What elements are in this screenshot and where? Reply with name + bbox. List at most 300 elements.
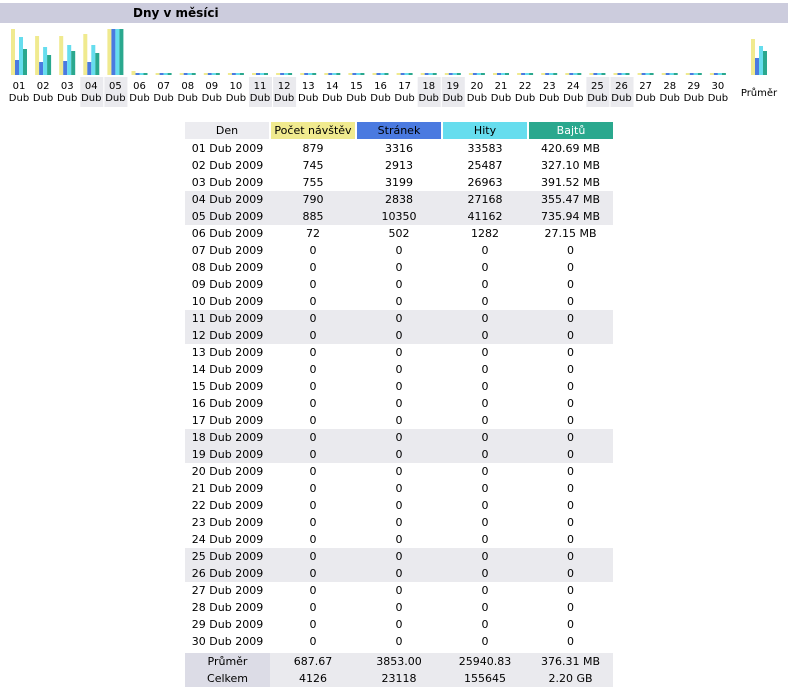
bar-bytes-day-02 <box>47 55 51 75</box>
day-sublabel: Dub <box>563 93 584 104</box>
day-label: 20 <box>470 81 484 92</box>
bar-bytes-day-29 <box>698 73 702 75</box>
bar-pages-day-30 <box>714 73 718 75</box>
bar-average-hits <box>759 46 763 75</box>
cell-pages: 2838 <box>356 191 442 208</box>
table-row <box>185 548 613 565</box>
cell-day: 08 Dub 2009 <box>191 261 264 274</box>
cell-hits: 0 <box>481 414 489 427</box>
bar-pages-day-21 <box>497 73 501 75</box>
bar-bytes-day-06 <box>144 73 148 75</box>
day-label: 08 <box>181 81 195 92</box>
cell-hits: 0 <box>442 327 528 344</box>
cell-bytes: 0 <box>567 397 574 410</box>
bar-pages-day-01 <box>15 60 19 75</box>
average-row-visits: 687.67 <box>270 653 356 670</box>
table-row <box>185 446 613 463</box>
cell-pages: 0 <box>395 278 403 291</box>
bar-hits-day-07 <box>164 73 168 75</box>
cell-day: 09 Dub 2009 <box>191 278 264 291</box>
bar-hits-day-24 <box>573 73 577 75</box>
cell-day: 25 Dub 2009 <box>185 548 270 565</box>
cell-bytes: 0 <box>567 499 574 512</box>
table-row <box>185 225 613 242</box>
cell-bytes: 0 <box>528 565 613 582</box>
bar-bytes-day-04 <box>95 53 99 75</box>
bar-pages-day-10 <box>232 73 236 75</box>
bar-visits-day-24 <box>565 73 569 75</box>
bar-hits-day-30 <box>718 73 722 75</box>
day-label: 14 <box>325 81 339 92</box>
cell-hits: 0 <box>442 429 528 446</box>
average-row-bytes: 376.31 MB <box>528 653 613 670</box>
cell-pages: 10350 <box>356 208 442 225</box>
cell-hits: 0 <box>481 618 489 631</box>
bar-hits-day-08 <box>188 73 192 75</box>
bar-pages-day-14 <box>328 73 332 75</box>
day-sublabel: Dub <box>418 93 439 104</box>
day-sublabel: Dub <box>105 93 126 104</box>
cell-bytes: 0 <box>567 635 574 648</box>
bar-bytes-day-27 <box>650 73 654 75</box>
bar-hits-day-13 <box>308 73 312 75</box>
day-label: 05 <box>109 81 122 92</box>
cell-pages: 0 <box>395 295 403 308</box>
section-title: Dny v měsíci <box>133 6 219 20</box>
bar-visits-day-21 <box>493 73 497 75</box>
table-row <box>185 480 613 497</box>
bar-pages-day-28 <box>666 73 670 75</box>
bar-hits-day-17 <box>405 73 409 75</box>
bar-pages-day-19 <box>449 73 453 75</box>
cell-bytes: 0 <box>528 310 613 327</box>
bar-visits-day-19 <box>445 73 449 75</box>
day-label: 28 <box>663 81 677 92</box>
bar-pages-day-25 <box>593 73 597 75</box>
cell-visits: 0 <box>309 499 317 512</box>
day-label: 03 <box>60 81 74 92</box>
cell-hits: 0 <box>481 482 489 495</box>
table-row <box>185 157 613 174</box>
bar-bytes-day-10 <box>240 73 244 75</box>
cell-day: 19 Dub 2009 <box>185 446 270 463</box>
cell-pages: 0 <box>395 363 403 376</box>
bar-pages-day-24 <box>569 73 573 75</box>
bar-bytes-day-26 <box>626 73 630 75</box>
cell-visits: 0 <box>309 618 317 631</box>
cell-hits: 0 <box>481 397 489 410</box>
cell-hits: 26963 <box>467 176 503 189</box>
bar-bytes-day-05 <box>119 29 123 75</box>
cell-bytes: 0 <box>567 380 574 393</box>
cell-day: 27 Dub 2009 <box>191 584 264 597</box>
bar-bytes-day-28 <box>674 73 678 75</box>
table-row <box>185 259 613 276</box>
day-label: 22 <box>518 81 532 92</box>
bar-visits-day-17 <box>397 73 401 75</box>
cell-visits: 0 <box>309 346 317 359</box>
header-pages: Stránek <box>356 122 442 140</box>
day-label: 12 <box>277 81 291 92</box>
day-sublabel: Dub <box>539 93 560 104</box>
bar-pages-day-05 <box>111 29 115 75</box>
bar-visits-day-26 <box>614 73 618 75</box>
day-sublabel: Dub <box>514 93 536 104</box>
bar-visits-day-09 <box>204 73 208 75</box>
cell-bytes: 327.10 MB <box>540 159 601 172</box>
cell-pages: 0 <box>395 414 403 427</box>
cell-pages: 3316 <box>385 142 413 155</box>
bar-bytes-day-17 <box>409 73 413 75</box>
cell-bytes: 0 <box>567 533 574 546</box>
cell-bytes: 0 <box>567 346 574 359</box>
bar-pages-day-29 <box>690 73 694 75</box>
bar-pages-day-23 <box>545 73 549 75</box>
table-row <box>185 344 613 361</box>
cell-hits: 0 <box>442 565 528 582</box>
table-row <box>185 565 613 582</box>
bar-hits-day-01 <box>19 37 23 75</box>
table-row <box>185 276 613 293</box>
bar-pages-day-20 <box>473 73 477 75</box>
cell-bytes: 27.15 MB <box>544 227 597 240</box>
day-sublabel: Dub <box>442 93 463 104</box>
cell-visits: 0 <box>309 482 317 495</box>
cell-hits: 0 <box>481 261 489 274</box>
cell-hits: 0 <box>481 363 489 376</box>
day-sublabel: Dub <box>129 93 150 104</box>
cell-visits: 0 <box>270 548 356 565</box>
bar-bytes-day-13 <box>312 73 316 75</box>
table-row <box>185 191 613 208</box>
cell-hits: 0 <box>481 516 489 529</box>
day-label: 10 <box>229 81 243 92</box>
cell-pages: 0 <box>356 565 442 582</box>
cell-hits: 0 <box>442 310 528 327</box>
day-sublabel: Dub <box>225 93 247 104</box>
table-row <box>185 395 613 412</box>
header-bytes: Bajtů <box>528 122 613 140</box>
bar-bytes-day-19 <box>457 73 461 75</box>
bar-bytes-day-21 <box>505 73 509 75</box>
bar-pages-day-13 <box>304 73 308 75</box>
day-label: 09 <box>205 81 219 92</box>
bar-hits-day-29 <box>694 73 698 75</box>
cell-bytes: 391.52 MB <box>540 176 601 189</box>
day-sublabel: Dub <box>57 93 78 104</box>
bar-hits-day-02 <box>43 47 47 75</box>
cell-visits: 0 <box>309 397 317 410</box>
bar-visits-day-07 <box>156 73 160 75</box>
bar-pages-day-15 <box>352 73 356 75</box>
bar-hits-day-05 <box>115 29 119 75</box>
cell-day: 01 Dub 2009 <box>191 142 264 155</box>
bar-hits-day-23 <box>549 73 553 75</box>
bar-pages-day-18 <box>425 73 429 75</box>
day-sublabel: Dub <box>81 93 102 104</box>
cell-hits: 0 <box>481 584 489 597</box>
cell-pages: 0 <box>395 482 403 495</box>
header-hits: Hity <box>442 122 528 140</box>
bar-bytes-day-07 <box>168 73 172 75</box>
cell-hits: 0 <box>481 499 489 512</box>
cell-hits: 0 <box>481 380 489 393</box>
bar-hits-day-09 <box>212 73 216 75</box>
bar-hits-day-20 <box>477 73 481 75</box>
cell-visits: 0 <box>309 584 317 597</box>
day-label: 02 <box>36 81 50 92</box>
cell-day: 29 Dub 2009 <box>191 618 264 631</box>
average-row-pages: 3853.00 <box>356 653 442 670</box>
cell-visits: 0 <box>309 635 317 648</box>
day-sublabel: Dub <box>683 93 704 104</box>
table-row <box>185 429 613 446</box>
day-label: 23 <box>542 81 556 92</box>
cell-day: 07 Dub 2009 <box>191 244 264 257</box>
bar-hits-day-19 <box>453 73 457 75</box>
day-label: 24 <box>566 81 580 92</box>
day-sublabel: Dub <box>394 93 415 104</box>
cell-day: 20 Dub 2009 <box>191 465 264 478</box>
cell-bytes: 0 <box>567 363 574 376</box>
bar-hits-day-18 <box>429 73 433 75</box>
bar-bytes-day-23 <box>553 73 557 75</box>
bar-hits-day-28 <box>670 73 674 75</box>
bar-pages-day-12 <box>280 73 284 75</box>
bar-bytes-day-08 <box>192 73 196 75</box>
bar-bytes-day-03 <box>71 51 75 75</box>
cell-visits: 0 <box>309 533 317 546</box>
day-sublabel: Dub <box>490 93 512 104</box>
cell-bytes: 0 <box>528 429 613 446</box>
cell-hits: 1282 <box>471 227 499 240</box>
total-row <box>185 670 613 687</box>
table-row <box>185 140 613 158</box>
day-sublabel: Dub <box>370 93 391 104</box>
bar-visits-day-20 <box>469 73 473 75</box>
cell-bytes: 0 <box>528 327 613 344</box>
bar-visits-day-25 <box>589 73 593 75</box>
cell-visits: 0 <box>309 465 317 478</box>
cell-day: 18 Dub 2009 <box>185 429 270 446</box>
bar-hits-day-10 <box>236 73 240 75</box>
bar-visits-day-03 <box>59 36 63 75</box>
table-row <box>185 293 613 310</box>
day-label: 04 <box>84 81 98 92</box>
cell-bytes: 0 <box>567 261 574 274</box>
cell-visits: 0 <box>270 565 356 582</box>
bar-pages-day-16 <box>377 73 381 75</box>
day-sublabel: Dub <box>466 93 488 104</box>
cell-pages: 502 <box>388 227 410 240</box>
day-label: 17 <box>398 81 411 92</box>
bar-pages-day-27 <box>642 73 646 75</box>
table-row <box>185 616 613 633</box>
day-label: 01 <box>12 81 26 92</box>
bar-bytes-day-18 <box>433 73 437 75</box>
average-row <box>185 653 613 670</box>
bar-pages-day-09 <box>208 73 212 75</box>
cell-day: 24 Dub 2009 <box>191 533 264 546</box>
cell-bytes: 0 <box>567 244 574 257</box>
day-sublabel: Dub <box>298 93 319 104</box>
cell-hits: 0 <box>481 278 489 291</box>
bar-hits-day-03 <box>67 45 71 75</box>
bar-average-visits <box>751 39 755 75</box>
bar-bytes-day-11 <box>264 73 268 75</box>
table-row <box>185 599 613 616</box>
cell-pages: 0 <box>395 516 403 529</box>
bar-bytes-day-15 <box>360 73 364 75</box>
cell-pages: 0 <box>395 584 403 597</box>
total-row-pages: 23118 <box>356 670 442 687</box>
bar-bytes-day-24 <box>577 73 581 75</box>
cell-hits: 0 <box>481 346 489 359</box>
table-row <box>185 633 613 650</box>
bar-hits-day-04 <box>91 45 95 75</box>
cell-pages: 0 <box>395 465 403 478</box>
bar-hits-day-27 <box>646 73 650 75</box>
cell-visits: 0 <box>270 446 356 463</box>
bar-bytes-day-22 <box>529 73 533 75</box>
day-label: 15 <box>350 81 363 92</box>
bar-visits-day-04 <box>83 34 87 75</box>
table-row <box>185 582 613 599</box>
bar-visits-day-01 <box>11 29 15 75</box>
bar-visits-day-14 <box>324 73 328 75</box>
cell-pages: 0 <box>395 618 403 631</box>
cell-day: 16 Dub 2009 <box>191 397 264 410</box>
day-label: 25 <box>591 81 604 92</box>
bar-pages-day-04 <box>87 62 91 75</box>
bar-pages-day-26 <box>618 73 622 75</box>
cell-hits: 0 <box>442 548 528 565</box>
cell-day: 22 Dub 2009 <box>191 499 264 512</box>
bar-average-pages <box>755 58 759 75</box>
cell-pages: 0 <box>395 601 403 614</box>
day-label: 26 <box>615 81 628 92</box>
cell-hits: 27168 <box>442 191 528 208</box>
table-row <box>185 531 613 548</box>
cell-visits: 0 <box>309 516 317 529</box>
bar-visits-day-10 <box>228 73 232 75</box>
cell-pages: 0 <box>356 446 442 463</box>
bar-bytes-day-16 <box>385 73 389 75</box>
bar-pages-day-03 <box>63 61 67 75</box>
header-visits: Počet návštěv <box>270 122 356 140</box>
cell-pages: 0 <box>356 429 442 446</box>
bar-pages-day-06 <box>136 73 140 75</box>
bar-visits-day-18 <box>421 73 425 75</box>
cell-day: 23 Dub 2009 <box>191 516 264 529</box>
bar-hits-day-25 <box>597 73 601 75</box>
cell-hits: 25487 <box>467 159 503 172</box>
bar-bytes-day-20 <box>481 73 485 75</box>
cell-bytes: 0 <box>528 446 613 463</box>
bar-pages-day-22 <box>521 73 525 75</box>
bar-visits-day-29 <box>686 73 690 75</box>
cell-hits: 0 <box>481 533 489 546</box>
cell-day: 11 Dub 2009 <box>185 310 270 327</box>
bar-hits-day-26 <box>622 73 626 75</box>
bar-bytes-day-01 <box>23 49 27 75</box>
day-sublabel: Dub <box>249 93 271 104</box>
cell-bytes: 0 <box>567 414 574 427</box>
day-label: 27 <box>639 81 652 92</box>
table-row <box>185 242 613 259</box>
table-row <box>185 514 613 531</box>
cell-visits: 790 <box>270 191 356 208</box>
table-row <box>185 310 613 327</box>
cell-day: 05 Dub 2009 <box>185 208 270 225</box>
day-sublabel: Dub <box>587 93 608 104</box>
bar-hits-day-22 <box>525 73 529 75</box>
cell-visits: 0 <box>309 363 317 376</box>
cell-hits: 0 <box>481 244 489 257</box>
bar-visits-day-02 <box>35 36 39 75</box>
bar-bytes-day-12 <box>288 73 292 75</box>
cell-day: 10 Dub 2009 <box>191 295 264 308</box>
day-sublabel: Dub <box>322 93 343 104</box>
cell-day: 12 Dub 2009 <box>185 327 270 344</box>
average-row-label: Průměr <box>185 653 270 670</box>
cell-hits: 33583 <box>467 142 503 155</box>
bar-visits-day-28 <box>662 73 666 75</box>
cell-bytes: 0 <box>567 482 574 495</box>
day-label: 07 <box>157 81 170 92</box>
bar-pages-day-02 <box>39 62 43 75</box>
day-label: 30 <box>711 81 725 92</box>
cell-visits: 745 <box>302 159 324 172</box>
cell-bytes: 0 <box>567 618 574 631</box>
bar-bytes-day-09 <box>216 73 220 75</box>
daily-stats-table <box>185 122 613 687</box>
cell-pages: 3199 <box>385 176 413 189</box>
table-row <box>185 378 613 395</box>
cell-day: 17 Dub 2009 <box>191 414 264 427</box>
bar-hits-day-16 <box>381 73 385 75</box>
bar-visits-day-27 <box>638 73 642 75</box>
table-row <box>185 412 613 429</box>
day-label: 06 <box>133 81 146 92</box>
bar-visits-day-08 <box>180 73 184 75</box>
cell-visits: 885 <box>270 208 356 225</box>
day-label: 19 <box>446 81 460 92</box>
cell-pages: 2913 <box>385 159 413 172</box>
bar-visits-day-30 <box>710 73 714 75</box>
table-row <box>185 208 613 225</box>
day-sublabel: Dub <box>177 93 198 104</box>
table-header-row <box>185 122 613 140</box>
cell-visits: 0 <box>309 295 317 308</box>
cell-visits: 0 <box>309 261 317 274</box>
total-row-hits: 155645 <box>442 670 528 687</box>
cell-visits: 0 <box>309 414 317 427</box>
day-label: 21 <box>494 81 508 92</box>
cell-hits: 0 <box>481 465 489 478</box>
average-row-hits: 25940.83 <box>442 653 528 670</box>
cell-day: 14 Dub 2009 <box>191 363 264 376</box>
bar-pages-day-17 <box>401 73 405 75</box>
cell-pages: 0 <box>356 310 442 327</box>
cell-day: 21 Dub 2009 <box>191 482 264 495</box>
cell-visits: 0 <box>270 327 356 344</box>
total-row-visits: 4126 <box>270 670 356 687</box>
cell-hits: 0 <box>481 295 489 308</box>
table-row <box>185 361 613 378</box>
table-row <box>185 174 613 191</box>
cell-visits: 0 <box>270 310 356 327</box>
